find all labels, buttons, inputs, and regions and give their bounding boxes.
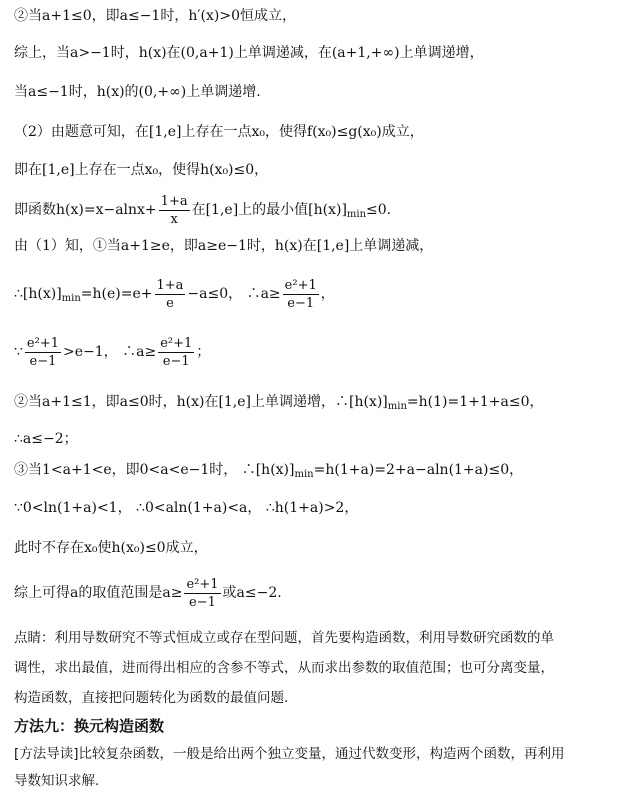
line-case3-bounds: ∵0<ln(1+a)<1， ∴0<aln(1+a)<a， ∴h(1+a)>2， <box>14 500 359 516</box>
line-case2b <box>14 392 630 417</box>
denominator: x <box>170 211 178 227</box>
line-case1: 由（1）知，①当a+1≥e，即a≥e−1时，h(x)在[1,e]上单调递减， <box>14 238 434 254</box>
text: ∵ <box>14 344 23 360</box>
numerator: e²+1 <box>284 277 317 293</box>
line-case1-calc <box>14 276 630 317</box>
fraction <box>184 576 220 611</box>
subscript: min <box>61 293 81 304</box>
denominator: e−1 <box>162 353 190 369</box>
text: 即函数h(x)=x−alnx+ <box>14 202 157 218</box>
subscript: min <box>387 401 407 412</box>
text: ②当a+1≤1，即a≤0时，h(x)在[1,e]上单调递增，∴[h(x)] <box>14 394 388 410</box>
line-case1-conclude <box>14 334 630 370</box>
line-summary-increasing: 当a≤−1时，h(x)的(0,+∞)上单调递增. <box>14 84 261 100</box>
guide-line-1: [方法导读]比较复杂函数，一般是给出两个独立变量，通过代数变形，构造两个函数，再利用 <box>14 746 565 762</box>
numerator: e²+1 <box>160 335 193 351</box>
subscript: min <box>346 209 367 220</box>
text: =h(1+a)=2+a−aln(1+a)≤0， <box>313 462 524 478</box>
line-case2b-result: ∴a≤−2； <box>14 431 78 447</box>
fraction <box>283 277 319 312</box>
text: ， <box>320 286 335 302</box>
line-part2-intro: （2）由题意可知，在[1,e]上存在一点x₀，使得f(x₀)≤g(x₀)成立， <box>14 124 424 140</box>
denominator: e <box>166 295 174 311</box>
fraction <box>158 335 194 370</box>
line-case2: ②当a+1≤0，即a≤−1时，h′(x)>0恒成立， <box>14 8 296 24</box>
text: ≤0. <box>366 202 392 218</box>
fraction <box>155 277 186 312</box>
text: 或a≤−2. <box>222 585 282 601</box>
guide-line-2: 导数知识求解. <box>14 773 100 789</box>
note-line-2: 调性，求出最值，进而得出相应的含参不等式，从而求出参数的取值范围；也可分离变量， <box>14 660 554 676</box>
text: =h(e)=e+ <box>80 286 153 302</box>
denominator: e−1 <box>287 295 315 311</box>
text: ③当1<a+1<e，即0<a<e−1时， ∴[h(x)] <box>14 462 295 478</box>
denominator: e−1 <box>189 594 216 610</box>
note-line-3: 构造函数，直接把问题转化为函数的最值问题. <box>14 690 289 706</box>
line-case3 <box>14 460 630 485</box>
line-part2-restate: 即在[1,e]上存在一点x₀，使得h(x₀)≤0， <box>14 162 269 178</box>
fraction <box>25 335 61 370</box>
denominator: e−1 <box>29 353 57 369</box>
text: ∴[h(x)] <box>14 286 62 302</box>
numerator: 1+a <box>160 193 188 209</box>
numerator: e²+1 <box>26 335 59 351</box>
line-summary-monotonic: 综上，当a>−1时，h(x)在(0,a+1)上单调递减，在(a+1,+∞)上单调递增， <box>14 45 484 61</box>
line-final-answer <box>14 575 630 611</box>
line-case3-result: 此时不存在x₀使h(x₀)≤0成立， <box>14 540 208 556</box>
text: 在[1,e]上的最小值[h(x)] <box>191 202 347 218</box>
fraction <box>159 193 190 228</box>
text: −a≤0， ∴a≥ <box>187 286 281 302</box>
numerator: e²+1 <box>186 576 219 592</box>
subscript: min <box>294 469 314 480</box>
section-heading: 方法九：换元构造函数 <box>14 717 165 735</box>
text: =h(1)=1+1+a≤0， <box>406 394 544 410</box>
numerator: 1+a <box>156 277 184 293</box>
note-line-1: 点睛：利用导数研究不等式恒成立或存在型问题，首先要构造函数，利用导数研究函数的单 <box>14 630 554 646</box>
text: 综上可得a的取值范围是a≥ <box>14 585 183 601</box>
text: >e−1， ∴a≥ <box>63 344 157 360</box>
text: ； <box>196 344 211 360</box>
line-function-min <box>14 192 630 233</box>
